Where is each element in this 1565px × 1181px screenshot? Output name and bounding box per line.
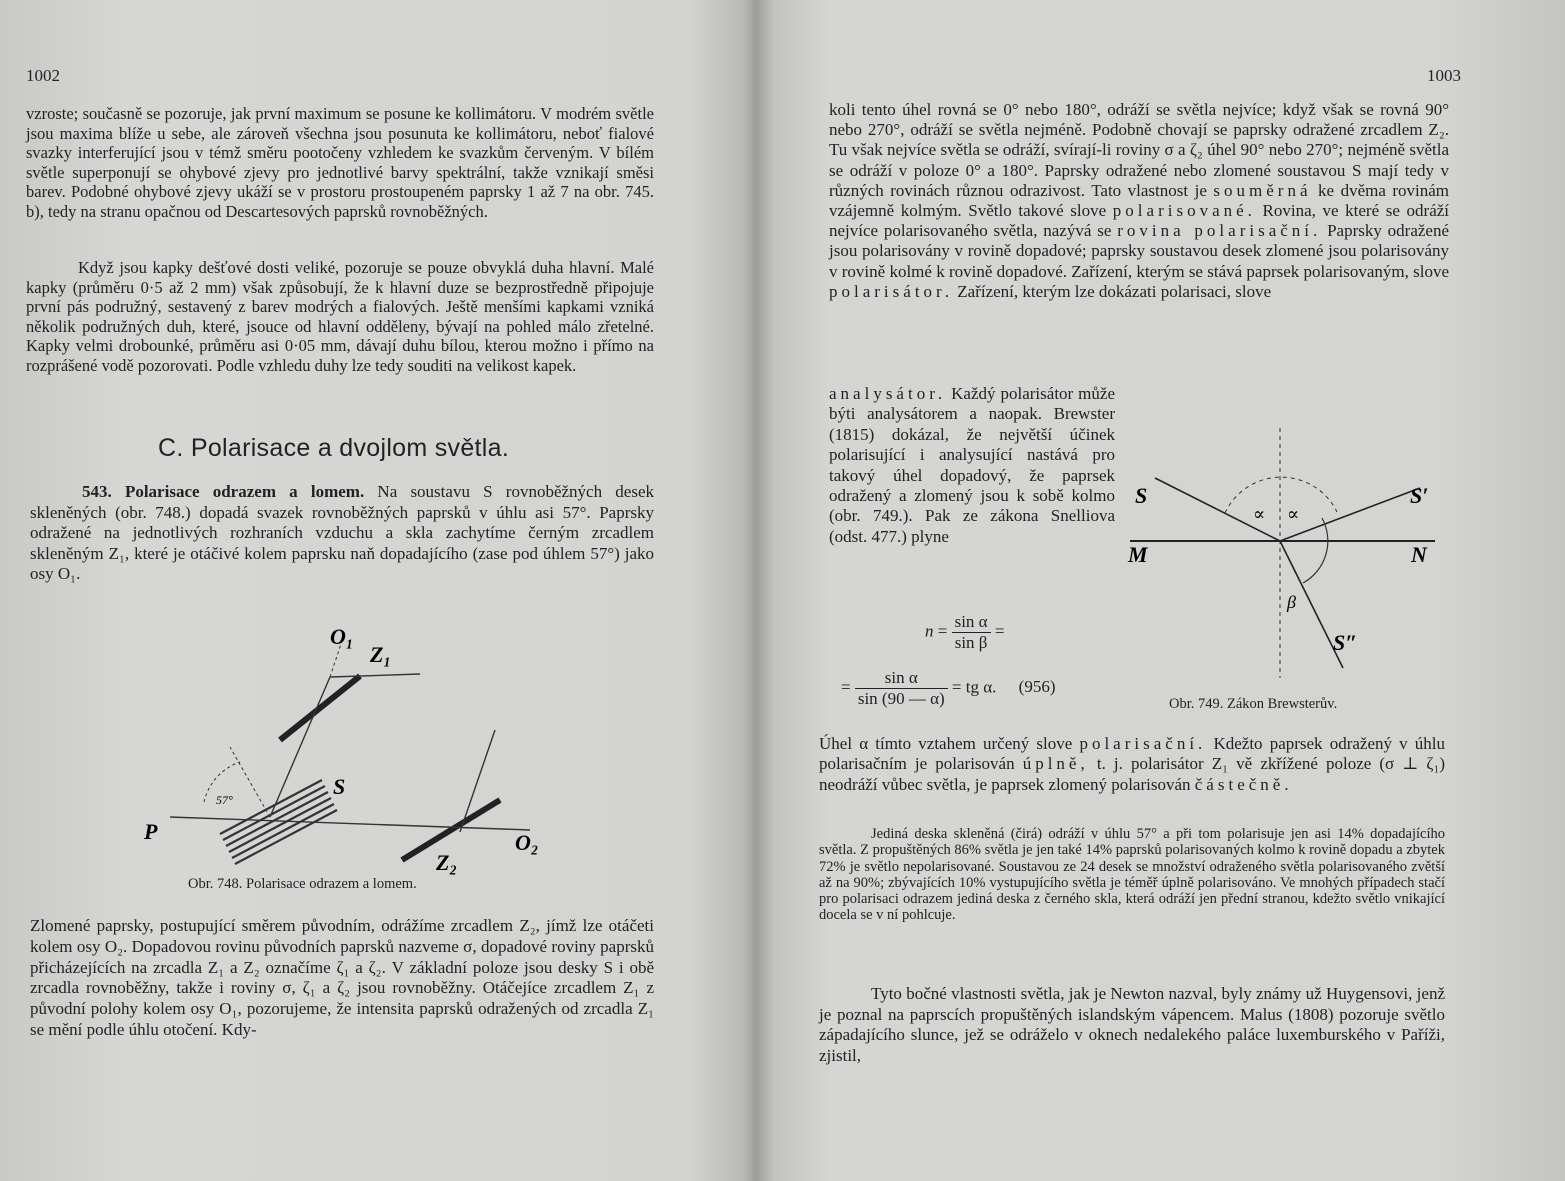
left-para-3: 543. Polarisace odrazem a lomem. Na soustavu S rovnoběžných desek skleněných (obr. 748.) dopadá svazek rovnoběžných paprsků v úhlu asi 57°. Paprsky odražené na jednotlivých rozhraních vzduchu a skla zachytíme černým zrcadlem skleněným Z₁, které je otáčivé kolem paprsku naň dopadajícího (zase pod úhlem 57°) jako osy O₁.	[30, 482, 654, 583]
fig748-caption: Obr. 748. Polarisace odrazem a lomem.	[188, 876, 417, 892]
page-number-right: 1003	[1427, 66, 1461, 85]
right-para-1-cont: analysátor. Každý polarisátor může býti analysátorem a naopak. Brewster (1815) dokázal, že největší účinek polarisující i analysující nastává pro takový úhel dopadový, že paprsek odražený a zlomený jsou k sobě kolmo (obr. 749.). Pak ze zákona Snelliova (odst. 477.) plyne	[829, 384, 1115, 546]
ray-to-z1	[330, 674, 420, 677]
mirror-z1	[280, 676, 360, 740]
label-angle: 57°	[216, 793, 233, 807]
equation-956-line2: = $\frac{\text{sin α}}{\sin (90 — \alpha)}$ = tg α. (956)	[841, 668, 1056, 708]
reflected-ray-s1	[1280, 488, 1420, 541]
label-beta: β	[1287, 592, 1296, 612]
term-polarisator: polarisátor.	[829, 281, 954, 301]
term-soumerna: souměrná	[1213, 180, 1312, 200]
label-p: P	[144, 819, 158, 844]
page-number-left: 1002	[26, 66, 60, 85]
right-para-3: Tyto bočné vlastnosti světla, jak je Newton nazval, byly známy už Huygensovi, jenž je poznal na paprscích propuštěných islandským vápencem. Malus (1808) pozoruje světlo západajícího slunce, jež se odráželo v oknech nedalekého paláce luxemburského v Paříži, zjistil,	[819, 984, 1445, 1065]
angle-arc-top	[1225, 477, 1337, 513]
right-small-para: Jediná deska skleněná (čirá) odráží v úhlu 57° a při tom polarisuje jen asi 14% dopadajícího světla. Z propuštěných 86% světla je jen také 14% paprsků polarisovaných kolmo k rovině dopadu a zbytek 72% je světlo nepolarisované. Soustavou ze 24 desek se množství odraženého světla polarisovaného zvětší až na 90%; zbývajících 10% vystupujícího světla je téměř úplně polarisováno. Ve mnohých případech stačí pro polarisaci odrazem jediná deska z černého skla, která odráží jen přední stranou, kdežto světlo vnikající docela se v ní pohlcuje.	[819, 826, 1445, 924]
term-analysator: analysátor.	[829, 384, 947, 403]
figure-749	[1125, 428, 1465, 690]
left-para-1: vzroste; současně se pozoruje, jak první maximum se posune ke kollimátoru. V modrém světle jsou maxima blíže u sebe, ale zároveň všechna jsou posunuta ke kollimátoru, neboť fialové svazky interferující jsou v témž směru pootočeny vzhledem ke svazkům červeným. V bílém světle superponují se ohybové zjevy pro jednotlivé barvy spektrální, takže vznikají směsi barev. Podobné ohybové zjevy ukáží se v prostoru prostoupeném paprsky 1 až 7 na obr. 745. b), tedy na stranu opačnou od Descartesových paprsků rovnoběžných.	[26, 104, 654, 221]
term-polarisacni: polarisační.	[1079, 734, 1207, 753]
label-n: N	[1411, 542, 1427, 567]
section-heading: C. Polarisace a dvojlom světla.	[158, 434, 510, 462]
left-page	[0, 0, 740, 1181]
equation-number: (956)	[1018, 677, 1056, 697]
label-z2: Z₂	[436, 850, 458, 875]
label-alpha-right: ∝	[1287, 504, 1300, 524]
label-m: M	[1128, 542, 1148, 567]
figure-748	[130, 612, 570, 884]
label-s: S	[333, 774, 346, 799]
equation-956-line1: n = $\frac{\text{sin α}}{\text{sin β}}$ =	[925, 612, 1005, 652]
incident-ray	[170, 817, 530, 830]
fig749-caption: Obr. 749. Zákon Brewsterův.	[1169, 696, 1338, 712]
term-polarisovane: polarisované.	[1112, 201, 1256, 221]
term-castecne: částečně.	[1194, 774, 1293, 794]
section-543-title: 543. Polarisace odrazem a lomem.	[82, 482, 365, 501]
label-z1: Z₁	[370, 642, 392, 667]
label-alpha-left: ∝	[1253, 504, 1266, 524]
label-s1-749: S′	[1410, 483, 1429, 508]
right-page	[745, 0, 1565, 1181]
right-para-1: koli tento úhel rovná se 0° nebo 180°, odráží se světla nejvíce; když však se rovná 90° nebo 270°, odráží se světla nejméně. Podobně chovají se paprsky odražené zrcadlem Z₂. Tu však nejvíce světla se odráží, svírají-li roviny σ a ζ₂ úhel 90° nebo 270°; nejméně světla se odráží v poloze 0° a 180°. Paprsky odražené nebo zlomené soustavou S mají tedy v různých rovinách různou odrazivost. Tato vlastnost je souměrná ke dvěma rovinám vzájemně kolmým. Světlo takové slove polarisované. Rovina, ve které se odráží nejvíce polarisovaného světla, nazývá se rovina polarisační. Paprsky odražené jsou polarisovány v rovině dopadové; paprsky soustavou desek zlomené jsou polarisovány v rovině kolmé k rovině dopadové. Zařízení, kterým se stává paprsek polarisovaným, slove polarisátor. Zařízení, kterým lze dokázati polarisaci, slove	[829, 100, 1450, 301]
left-para-4: Zlomené paprsky, postupující směrem původním, odrážíme zrcadlem Z₂, jímž lze otáčeti kolem osy O₂. Dopadovou rovinu původních paprsků nazveme σ, dopadové roviny paprsků přicházejících na zrcadla Z₁ a Z₂ označíme ζ₁ a ζ₂. V základní poloze jsou desky S i obě zrcadla rovnoběžny, takže i roviny σ, ζ₁ a ζ₂ jsou rovnoběžny. Otáčejíce zrcadlem Z₁ z původní polohy kolem osy O₁, pozorujeme, že intensita paprsků odražených od zrcadla Z₁ se mění podle úhlu otočení. Kdy-	[30, 916, 654, 1039]
label-s-749: S	[1135, 483, 1148, 508]
left-para-2: Když jsou kapky dešťové dosti veliké, pozoruje se pouze obvyklá duha hlavní. Malé kapky (průměru 0·5 až 2 mm) však způsobují, že k hlavní duze se bezprostředně připojuje první pás podružný, sestavený z barev modrých a fialových. Ještě menšími kapkami vzniká několik podružných duh, které, jsouce od hlavní odděleny, bývají na pohled málo zřetelné. Kapky velmi drobounké, průměru asi 0·05 mm, dávají duhu bílou, kterou možno i přímo na rozprášené vodě pozorovati. Podle vzhledu duhy lze tedy souditi na velikost kapek.	[26, 258, 654, 375]
label-s2-749: S″	[1333, 630, 1358, 655]
term-rovina-polarisacni: rovina polarisační.	[1117, 221, 1322, 241]
right-para-2: Úhel α tímto vztahem určený slove polarisační. Kdežto paprsek odražený v úhlu polarisačním je polarisován úplně, t. j. polarisátor Z₁ vě zkřížené poloze (σ ⊥ ζ₁) neodráží vůbec světla, je paprsek zlomený polarisován částečně.	[819, 734, 1446, 794]
label-o2: O₂	[515, 830, 539, 855]
normal-line	[230, 747, 270, 817]
term-uplne: úplně,	[1022, 754, 1089, 774]
label-o1: O₁	[330, 624, 354, 649]
